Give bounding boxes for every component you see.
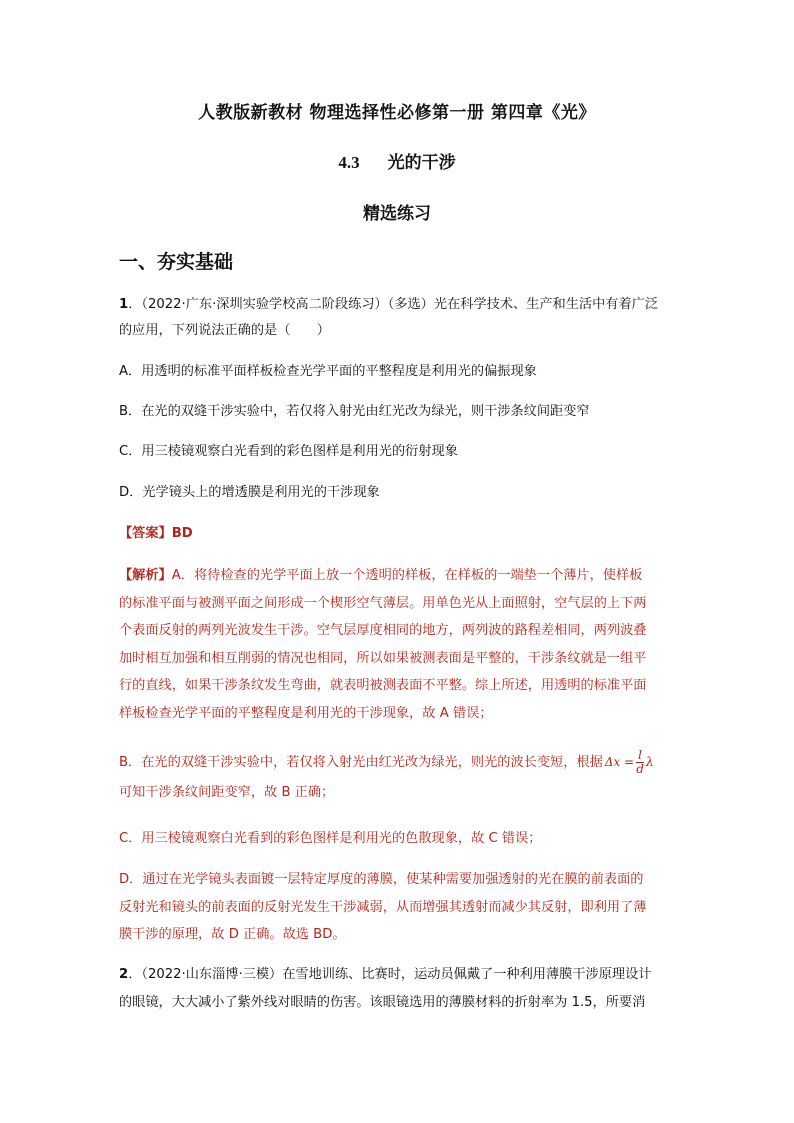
formula-numerator: l xyxy=(638,748,642,762)
question-number: 1 xyxy=(119,297,129,312)
option-a: A．用透明的标准平面样板检查光学平面的平整程度是利用光的偏振现象 xyxy=(119,364,537,379)
question-2-line2: 的眼镜，大大减小了紫外线对眼睛的伤害。该眼镜选用的薄膜材料的折射率为 1.5，所要消 xyxy=(119,994,646,1010)
part-heading: 一、夯实基础 xyxy=(119,251,234,273)
analysis-b-line1: B．在光的双缝干涉实验中，若仅将入射光由红光改为绿光，则光的波长变短，根据 xyxy=(119,755,603,770)
answer-value: BD xyxy=(171,526,193,541)
document-subtitle: 精选练习 xyxy=(363,204,431,224)
question-2-line1: ．（2022·山东淄博·三模）在雪地训练、比赛时，运动员佩戴了一种利用薄膜干涉原理设计 xyxy=(128,967,652,982)
formula-fraction xyxy=(636,749,644,776)
analysis-d-line3: 膜干涉的原理，故 D 正确。故选 BD。 xyxy=(119,927,346,942)
answer-label: 【答案】 xyxy=(119,526,172,541)
question-2-stem xyxy=(119,961,679,1016)
formula-right: λ xyxy=(645,755,654,769)
formula-left: Δx = xyxy=(604,755,635,769)
analysis-a-line5: 行的直线，如果干涉条纹发生弯曲，就表明被测表面不平整。综上所述，用透明的标准平面 xyxy=(119,678,647,693)
section-name: 光的干涉 xyxy=(387,153,456,173)
analysis-d xyxy=(119,866,679,949)
answer-line xyxy=(119,521,679,547)
analysis-a-line6: 样板检查光学平面的平整程度是利用光的干涉现象，故 A 错误； xyxy=(119,705,493,721)
section-number: 4.3 xyxy=(338,153,360,172)
question-1-line2: 的应用，下列说法正确的是（ ） xyxy=(119,323,330,338)
analysis-a-line1: A．将待检查的光学平面上放一个透明的样板，在样板的一端垫一个薄片，使样板 xyxy=(171,568,643,583)
analysis-b xyxy=(119,747,679,808)
analysis-label: 【解析】 xyxy=(119,568,172,583)
analysis-d-line2: 反射光和镜头的前表面的反射光发生干涉减弱，从而增强其透射而减少其反射，即利用了薄 xyxy=(119,899,647,915)
question-number: 2 xyxy=(119,967,129,982)
analysis-a xyxy=(119,562,679,727)
analysis-a-line3: 个表面反射的两列光波发生干涉。空气层厚度相同的地方，两列波的路程差相同，两列波叠 xyxy=(119,623,647,638)
analysis-a-line4: 加时相互加强和相互削弱的情况也相同，所以如果被测表面是平整的，干涉条纹就是一组平 xyxy=(119,650,647,666)
analysis-d-line1: D．通过在光学镜头表面镀一层特定厚度的薄膜，使某种需要加强透射的光在膜的前表面的 xyxy=(119,872,644,887)
document-title: 人教版新教材 物理选择性必修第一册 第四章《光》 xyxy=(198,103,596,123)
fringe-spacing-formula xyxy=(605,747,654,777)
question-1-stem xyxy=(119,292,679,344)
option-c: C．用三棱镜观察白光看到的彩色图样是利用光的衍射现象 xyxy=(119,444,458,459)
option-b: B．在光的双缝干涉实验中，若仅将入射光由红光改为绿光，则干涉条纹间距变窄 xyxy=(119,404,590,419)
analysis-b-line2: 可知干涉条纹间距变窄，故 B 正确； xyxy=(119,785,335,800)
question-1-line1: ．（2022·广东·深圳实验学校高二阶段练习）（多选）光在科学技术、生产和生活中有着广泛 xyxy=(128,297,659,312)
analysis-a-line2: 的标准平面与被测平面之间形成一个楔形空气薄层。用单色光从上面照射，空气层的上下两 xyxy=(119,595,647,611)
option-d: D．光学镜头上的增透膜是利用光的干涉现象 xyxy=(119,485,380,500)
section-title xyxy=(0,148,794,173)
formula-denominator: d xyxy=(636,762,644,776)
analysis-c: C．用三棱镜观察白光看到的彩色图样是利用光的色散现象，故 C 错误； xyxy=(119,831,542,846)
